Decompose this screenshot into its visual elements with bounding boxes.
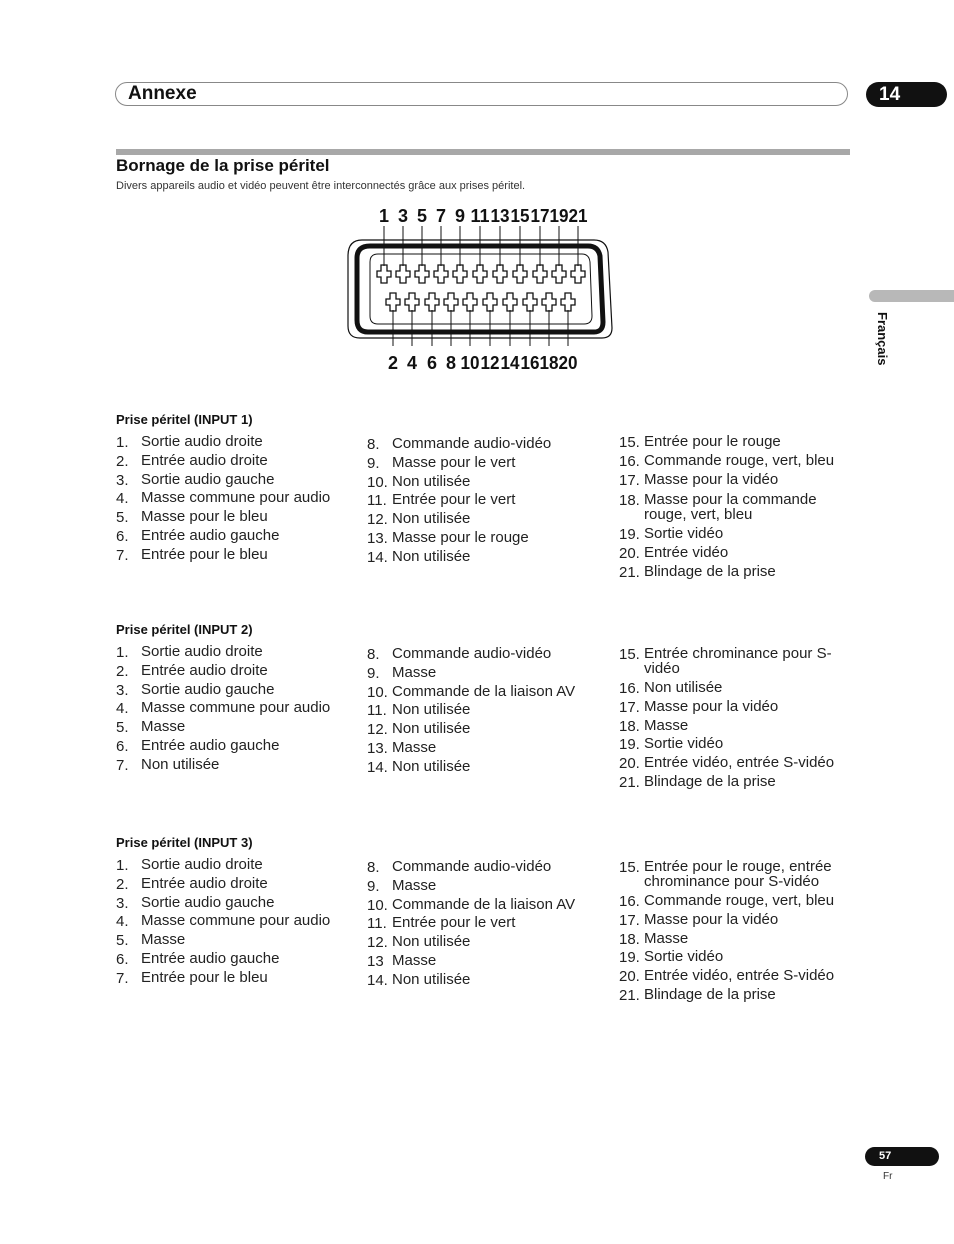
pin-list-item xyxy=(619,699,849,718)
connector-pin xyxy=(386,293,400,311)
pin-number: 10. xyxy=(367,896,388,914)
page-language-code: Fr xyxy=(883,1171,893,1182)
pin-description: Blindage de la prise xyxy=(644,772,776,790)
pin-number: 3. xyxy=(116,894,129,912)
pin-list-item xyxy=(116,757,361,776)
pin-number: 15. xyxy=(619,434,640,451)
pin-list-item xyxy=(116,644,361,663)
pin-number: 7. xyxy=(116,546,129,564)
pin-description: Non utilisée xyxy=(392,933,471,951)
pin-number: 2. xyxy=(116,662,129,680)
pin-description: Blindage de la prise xyxy=(644,562,776,580)
pin-list-column xyxy=(116,644,361,776)
pin-description: Commande audio-vidéo xyxy=(392,435,552,452)
pin-list-item xyxy=(367,859,612,878)
pin-number: 4. xyxy=(116,490,129,508)
pin-description: Commande rouge, vert, bleu xyxy=(644,451,835,469)
pin-description: Commande de la liaison AV xyxy=(392,682,576,700)
pin-number: 21. xyxy=(619,986,640,1004)
pin-list-item xyxy=(116,951,361,970)
pin-list-item xyxy=(619,718,849,737)
pin-number: 10. xyxy=(367,683,388,701)
pin-list-item xyxy=(619,912,849,931)
pin-list-item xyxy=(367,511,612,530)
pin-number: 20. xyxy=(619,545,640,563)
pin-number: 8. xyxy=(367,646,380,663)
pin-list-item xyxy=(367,740,612,759)
connector-pin xyxy=(473,265,487,283)
pin-list-item xyxy=(116,490,361,509)
pin-description: Sortie vidéo xyxy=(644,948,724,966)
connector-pin xyxy=(396,265,410,283)
pin-number: 1. xyxy=(116,857,129,874)
bottom-pin-number: 8 xyxy=(445,353,457,373)
pin-number: 16. xyxy=(619,452,640,470)
pin-list-item xyxy=(116,547,361,566)
pin-description: Masse pour le rouge xyxy=(392,528,529,546)
connector-pin xyxy=(415,265,429,283)
pin-number: 12. xyxy=(367,511,388,529)
pin-list-item xyxy=(619,472,849,491)
pin-description: Masse pour la commande rouge, vert, bleu xyxy=(644,491,817,524)
pin-number: 6. xyxy=(116,737,129,755)
pin-list-item xyxy=(367,878,612,897)
pin-description: Masse pour la vidéo xyxy=(644,910,779,928)
pin-list-item xyxy=(116,663,361,682)
pin-list-item xyxy=(116,453,361,472)
section-intro: Divers appareils audio et vidéo peuvent être interconnectés grâce aux prises péritel. xyxy=(116,180,526,192)
pin-list-item xyxy=(116,857,361,876)
header-bar xyxy=(115,82,848,106)
pin-number: 20. xyxy=(619,968,640,986)
pin-number: 3. xyxy=(116,471,129,489)
pin-description: Non utilisée xyxy=(392,757,471,775)
top-pin-number: 21 xyxy=(568,206,588,226)
connector-pin xyxy=(503,293,517,311)
pin-list-item xyxy=(116,876,361,895)
pin-number: 14. xyxy=(367,971,388,989)
connector-pin xyxy=(561,293,575,311)
pin-number: 2. xyxy=(116,875,129,893)
pin-list-item xyxy=(116,700,361,719)
pin-number: 18. xyxy=(619,717,640,735)
pin-description: Commande audio-vidéo xyxy=(392,645,552,662)
pin-number: 7. xyxy=(116,969,129,987)
pin-number: 9. xyxy=(367,664,380,682)
pin-description: Entrée audio gauche xyxy=(141,526,280,544)
pin-number: 16. xyxy=(619,893,640,910)
pin-list-item xyxy=(619,774,849,793)
pin-list-item xyxy=(367,897,612,916)
pin-list-column xyxy=(367,859,612,991)
pin-description: Sortie audio droite xyxy=(141,433,263,450)
pin-description: Blindage de la prise xyxy=(644,985,776,1003)
pin-number: 5. xyxy=(116,719,129,737)
pin-list-item xyxy=(367,474,612,493)
pin-number: 19. xyxy=(619,949,640,967)
pin-list-item xyxy=(619,931,849,950)
pin-list-item xyxy=(619,453,849,472)
pin-number: 7. xyxy=(116,756,129,774)
pin-number: 6. xyxy=(116,950,129,968)
pin-number: 13 xyxy=(367,952,384,970)
section-rule xyxy=(116,149,850,155)
pin-number: 4. xyxy=(116,913,129,931)
pin-description: Entrée pour le bleu xyxy=(141,545,268,563)
pin-number: 17. xyxy=(619,471,640,489)
pin-number: 17. xyxy=(619,698,640,716)
pin-list-item xyxy=(367,934,612,953)
pin-list-column xyxy=(116,857,361,989)
pin-number: 19. xyxy=(619,736,640,754)
connector-pin xyxy=(513,265,527,283)
pin-list-item xyxy=(116,509,361,528)
pin-description: Sortie audio gauche xyxy=(141,470,275,488)
pin-description: Non utilisée xyxy=(644,679,723,696)
pin-list-item xyxy=(116,970,361,989)
pin-description: Entrée audio gauche xyxy=(141,949,280,967)
pin-number: 10. xyxy=(367,473,388,491)
connector-pin xyxy=(552,265,566,283)
pin-list-column xyxy=(367,646,612,778)
pin-list-item xyxy=(619,434,849,453)
bottom-pin-number: 18 xyxy=(539,353,559,373)
pin-description: Sortie audio droite xyxy=(141,856,263,873)
chapter-number: 14 xyxy=(866,82,947,107)
pin-list-item xyxy=(367,646,612,665)
language-tab-label: Français xyxy=(875,312,890,366)
pin-description: Masse commune pour audio xyxy=(141,699,331,717)
pin-description: Masse xyxy=(392,876,437,894)
pin-number: 14. xyxy=(367,548,388,566)
bottom-pin-number: 2 xyxy=(387,353,399,373)
pin-description: Entrée pour le rouge xyxy=(644,433,781,450)
pin-number: 21. xyxy=(619,773,640,791)
bottom-pin-number: 20 xyxy=(558,353,578,373)
page-number: 57 xyxy=(865,1147,939,1166)
pin-list-item xyxy=(367,972,612,991)
pin-description: Non utilisée xyxy=(392,472,471,490)
connector-pin xyxy=(463,293,477,311)
pin-number: 11. xyxy=(367,915,387,933)
pin-description: Entrée pour le bleu xyxy=(141,968,268,986)
connector-pin xyxy=(533,265,547,283)
connector-pin xyxy=(434,265,448,283)
pin-number: 11. xyxy=(367,702,387,720)
bottom-pin-number: 14 xyxy=(500,353,520,373)
pin-number: 20. xyxy=(619,755,640,773)
pin-description: Masse xyxy=(392,951,437,969)
pin-number: 8. xyxy=(367,859,380,876)
pin-description: Non utilisée xyxy=(392,701,471,719)
pin-description: Commande rouge, vert, bleu xyxy=(644,892,835,909)
pin-description: Entrée vidéo, entrée S-vidéo xyxy=(644,754,835,772)
pin-list-item xyxy=(619,680,849,699)
connector-pin xyxy=(425,293,439,311)
connector-pin xyxy=(405,293,419,311)
top-pin-number: 7 xyxy=(435,206,447,226)
language-tab xyxy=(869,290,954,302)
pin-description: Masse commune pour audio xyxy=(141,489,331,507)
top-pin-number: 11 xyxy=(470,206,490,226)
connector-pin xyxy=(493,265,507,283)
pin-description: Non utilisée xyxy=(392,547,471,565)
connector-pin xyxy=(483,293,497,311)
pin-number: 2. xyxy=(116,452,129,470)
pin-description: Non utilisée xyxy=(392,970,471,988)
pin-description: Masse pour le vert xyxy=(392,453,516,471)
bottom-pin-number: 10 xyxy=(460,353,480,373)
pin-description: Masse xyxy=(141,931,186,949)
pin-description: Entrée chrominance pour S-vidéo xyxy=(644,645,832,677)
pin-description: Masse xyxy=(644,929,689,947)
pin-description: Sortie audio droite xyxy=(141,643,263,660)
pin-description: Non utilisée xyxy=(392,510,471,528)
pin-list-item xyxy=(619,893,849,912)
pin-list-item xyxy=(619,646,849,676)
pin-description: Masse commune pour audio xyxy=(141,912,331,930)
pin-description: Masse xyxy=(392,663,437,681)
pin-list-item xyxy=(619,859,849,889)
pin-number: 9. xyxy=(367,454,380,472)
pin-list-item xyxy=(619,564,849,583)
pin-list-item xyxy=(116,913,361,932)
top-pin-number: 1 xyxy=(378,206,390,226)
pin-list-column xyxy=(619,644,849,793)
pin-list-column xyxy=(367,436,612,568)
scart-connector-diagram xyxy=(340,200,620,380)
pin-list-item xyxy=(367,721,612,740)
connector-pin xyxy=(444,293,458,311)
pin-description: Non utilisée xyxy=(141,755,220,773)
pin-list-item xyxy=(116,738,361,757)
pin-list-item xyxy=(367,759,612,778)
pin-description: Entrée audio droite xyxy=(141,874,268,892)
pin-list-item xyxy=(367,455,612,474)
pin-description: Commande de la liaison AV xyxy=(392,895,576,913)
connector-block-title: Prise péritel (INPUT 1) xyxy=(116,412,253,427)
pin-description: Masse xyxy=(644,716,689,734)
top-pin-number: 9 xyxy=(454,206,466,226)
pin-list-item xyxy=(367,684,612,703)
connector-block-title: Prise péritel (INPUT 2) xyxy=(116,622,253,637)
pin-number: 9. xyxy=(367,877,380,895)
pin-number: 18. xyxy=(619,492,640,510)
pin-list-item xyxy=(116,682,361,701)
bottom-pin-number: 16 xyxy=(520,353,540,373)
pin-description: Sortie vidéo xyxy=(644,525,724,543)
pin-list-item xyxy=(367,549,612,568)
bottom-pin-number: 12 xyxy=(480,353,500,373)
pin-list-item xyxy=(619,987,849,1006)
pin-description: Entrée pour le vert xyxy=(392,914,516,932)
pin-number: 18. xyxy=(619,930,640,948)
pin-number: 16. xyxy=(619,680,640,697)
pin-description: Sortie audio gauche xyxy=(141,893,275,911)
pin-list-item xyxy=(367,492,612,511)
pin-list-item xyxy=(367,953,612,972)
pin-list-item xyxy=(619,736,849,755)
top-pin-number: 5 xyxy=(416,206,428,226)
pin-description: Non utilisée xyxy=(392,720,471,738)
pin-description: Masse pour le bleu xyxy=(141,508,268,526)
pin-description: Entrée pour le vert xyxy=(392,491,516,509)
pin-description: Sortie audio gauche xyxy=(141,680,275,698)
pin-number: 4. xyxy=(116,700,129,718)
top-pin-number: 19 xyxy=(549,206,569,226)
pin-description: Entrée audio droite xyxy=(141,451,268,469)
connector-pin xyxy=(453,265,467,283)
pin-description: Masse xyxy=(392,738,437,756)
pin-number: 19. xyxy=(619,526,640,544)
connector-pin xyxy=(542,293,556,311)
top-pin-number: 17 xyxy=(530,206,550,226)
pin-description: Masse pour la vidéo xyxy=(644,697,779,715)
pin-number: 11. xyxy=(367,492,387,510)
pin-number: 15. xyxy=(619,646,640,663)
pin-list-item xyxy=(619,949,849,968)
pin-list-column xyxy=(619,434,849,583)
pin-description: Entrée vidéo, entrée S-vidéo xyxy=(644,967,835,985)
pin-description: Entrée pour le rouge, entrée chrominance pour S-vidéo xyxy=(644,858,832,890)
pin-description: Entrée vidéo xyxy=(644,544,729,562)
bottom-pin-number: 4 xyxy=(406,353,418,373)
pin-list-item xyxy=(116,895,361,914)
pin-list-item xyxy=(116,719,361,738)
top-pin-number: 15 xyxy=(510,206,530,226)
pin-list-item xyxy=(619,492,849,522)
pin-description: Entrée audio gauche xyxy=(141,736,280,754)
pin-number: 1. xyxy=(116,434,129,451)
pin-number: 17. xyxy=(619,911,640,929)
pin-list-item xyxy=(367,915,612,934)
pin-number: 1. xyxy=(116,644,129,661)
pin-list-item xyxy=(116,434,361,453)
top-pin-number: 3 xyxy=(397,206,409,226)
pin-number: 13. xyxy=(367,739,388,757)
pin-list-item xyxy=(116,932,361,951)
chapter-title: Annexe xyxy=(128,83,197,104)
pin-list-item xyxy=(367,665,612,684)
pin-number: 21. xyxy=(619,563,640,581)
pin-list-item xyxy=(367,530,612,549)
pin-description: Sortie vidéo xyxy=(644,735,724,753)
pin-number: 6. xyxy=(116,527,129,545)
connector-block-title: Prise péritel (INPUT 3) xyxy=(116,835,253,850)
bottom-pin-number: 6 xyxy=(426,353,438,373)
pin-number: 15. xyxy=(619,859,640,876)
pin-number: 13. xyxy=(367,529,388,547)
pin-list-column xyxy=(619,857,849,1006)
pin-list-item xyxy=(367,436,612,455)
pin-number: 5. xyxy=(116,509,129,527)
pin-list-item xyxy=(619,526,849,545)
pin-list-item xyxy=(116,528,361,547)
pin-list-item xyxy=(367,702,612,721)
pin-list-item xyxy=(619,545,849,564)
pin-number: 12. xyxy=(367,934,388,952)
pin-description: Masse pour la vidéo xyxy=(644,470,779,488)
pin-list-column xyxy=(116,434,361,566)
pin-list-item xyxy=(619,968,849,987)
pin-list-item xyxy=(619,755,849,774)
pin-description: Masse xyxy=(141,718,186,736)
pin-number: 3. xyxy=(116,681,129,699)
pin-number: 14. xyxy=(367,758,388,776)
pin-number: 5. xyxy=(116,932,129,950)
pin-number: 8. xyxy=(367,436,380,453)
pin-description: Commande audio-vidéo xyxy=(392,858,552,875)
pin-list-item xyxy=(116,472,361,491)
top-pin-number: 13 xyxy=(490,206,510,226)
pin-number: 12. xyxy=(367,721,388,739)
pin-description: Entrée audio droite xyxy=(141,661,268,679)
connector-pin xyxy=(377,265,391,283)
section-title: Bornage de la prise péritel xyxy=(116,156,330,175)
connector-pin xyxy=(523,293,537,311)
connector-pin xyxy=(571,265,585,283)
